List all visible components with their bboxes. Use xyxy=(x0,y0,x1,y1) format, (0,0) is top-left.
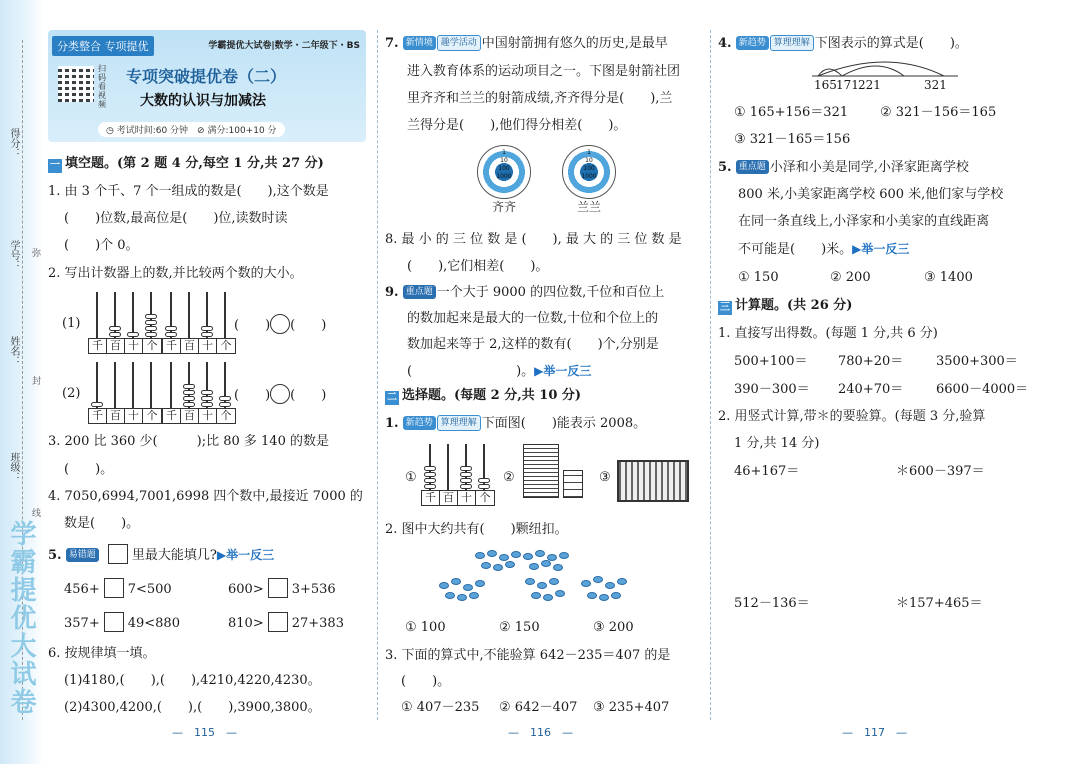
tag-badge: 趣学活动 xyxy=(437,35,481,51)
abacus: 千 百 十 个 xyxy=(88,292,162,354)
class-label: 班级： xyxy=(8,452,19,482)
target-label: 兰兰 xyxy=(577,200,602,214)
exam-meta: ◷ 考试时间:60 分钟 ⊘ 满分:100+10 分 xyxy=(98,122,285,137)
tag-badge: 易错题 xyxy=(66,548,99,562)
numline-label: 221 xyxy=(858,78,881,92)
page-title: 专项突破提优卷（二） xyxy=(126,67,287,86)
seal-char-1: 弥 xyxy=(32,249,42,259)
tag-badge: 重点题 xyxy=(736,160,769,174)
section-icon: 二 xyxy=(387,392,397,403)
q2-2-compare: ( ) ( ) xyxy=(234,384,326,406)
q6-text: 6. 按规律填一填。 xyxy=(48,646,156,661)
q7-line-4: 兰得分是( ),他们得分相差( )。 xyxy=(407,118,627,133)
c3-opt-1[interactable]: ① 407－235 xyxy=(401,700,480,715)
counting-frame xyxy=(617,460,689,502)
c2-opt-3[interactable]: ③ 200 xyxy=(593,620,634,635)
q5-heading: 5. 易错题 里最大能填几?▶举一反三 xyxy=(48,544,274,566)
qr-pattern xyxy=(58,66,94,102)
abacus: 千 百 十 个 xyxy=(421,444,495,506)
tag-badge: 算理理解 xyxy=(770,35,814,51)
q1-line-3: ( )个 0。 xyxy=(64,238,139,253)
section-icon: 一 xyxy=(50,160,60,171)
abacus: 千 百 十 个 xyxy=(88,362,162,424)
q9-line-3: 数加起来等于 2,这样的数有( )个,分别是 xyxy=(407,337,659,352)
q6-1: (1)4180,( ),( ),4210,4220,4230。 xyxy=(64,673,321,688)
seal-char-3: 线 xyxy=(32,509,42,519)
target-label: 齐齐 xyxy=(492,200,517,214)
q2-text: 2. 写出计数器上的数,并比较两个数的大小。 xyxy=(48,266,303,281)
q4-line-1: 4. 7050,6994,7001,6998 四个数中,最接近 7000 的 xyxy=(48,489,363,504)
q4-opt-2[interactable]: ② 321－156＝165 xyxy=(880,105,997,120)
q2-2-label: (2) xyxy=(62,386,81,401)
q4-opt-3[interactable]: ③ 321－165＝156 xyxy=(734,132,851,147)
numline-label: 171 xyxy=(836,78,859,92)
q4-line: 4. 新趋势 算理理解 下图表示的算式是( )。 xyxy=(718,36,968,51)
q5-row-1: 456+ 7<500 xyxy=(64,578,172,600)
header-tab: 分类整合 专项提优 xyxy=(52,36,154,56)
abacus: 千 百 十 个 xyxy=(162,292,236,354)
page-subtitle: 大数的认识与加减法 xyxy=(140,93,266,109)
archery-target xyxy=(477,145,531,199)
page-number: — 115 — xyxy=(172,726,237,739)
tag-badge: 新情境 xyxy=(403,36,436,50)
d1-item: 240+70＝ xyxy=(838,382,904,397)
target-ring-label: 1000 xyxy=(581,173,597,180)
answer-box[interactable] xyxy=(108,544,128,564)
abacus: 千 百 十 个 xyxy=(162,362,236,424)
q5-opt-1[interactable]: ① 150 xyxy=(738,270,779,285)
section-icon: 三 xyxy=(720,302,730,313)
q5-line-3: 在同一条直线上,小泽家和小美家的直线距离 xyxy=(738,214,990,229)
student-no-label: 学号： xyxy=(8,240,19,270)
c1-opt-1[interactable]: ① xyxy=(405,470,417,485)
q8-line-1: 8. 最 小 的 三 位 数 是 ( ), 最 大 的 三 位 数 是 xyxy=(385,232,682,247)
target-ring-label: 100 xyxy=(583,165,595,172)
header-card xyxy=(48,30,366,142)
target-ring-label: 10 xyxy=(585,157,593,164)
name-label: 姓名： xyxy=(8,336,19,366)
c3-opt-2[interactable]: ② 642－407 xyxy=(499,700,578,715)
page-number: — 117 — xyxy=(842,726,907,739)
jump-link[interactable]: ▶举一反三 xyxy=(216,548,275,562)
compare-circle[interactable] xyxy=(270,384,290,404)
c1-line: 1. 新趋势 算理理解 下面图( )能表示 2008。 xyxy=(385,416,647,431)
page-number: — 116 — xyxy=(508,726,573,739)
score-label: 得分： xyxy=(8,128,19,158)
target-ring-label: 1000 xyxy=(496,173,512,180)
binding-strip xyxy=(0,0,44,764)
q5-row-2b: 810> 27+383 xyxy=(228,612,344,634)
c3-line-2: ( )。 xyxy=(401,674,451,689)
unit-cubes xyxy=(563,470,583,498)
column-divider xyxy=(710,30,711,720)
section-2-heading: 二 选择题。(每题 2 分,共 10 分) xyxy=(387,388,582,403)
d2-item: ＊600－397＝ xyxy=(896,464,985,479)
q5-opt-3[interactable]: ③ 1400 xyxy=(924,270,973,285)
q2-1-compare: ( ) ( ) xyxy=(234,314,326,336)
c2-opt-2[interactable]: ② 150 xyxy=(499,620,540,635)
tag-badge: 新趋势 xyxy=(736,36,769,50)
q9-line-1: 9. 重点题 一个大于 9000 的四位数,千位和百位上 xyxy=(385,285,665,300)
q7-line-2: 进入教育体系的运动项目之一。下图是射箭社团 xyxy=(407,64,681,79)
q5-line-2: 800 米,小美家距离学校 600 米,他们家与学校 xyxy=(738,187,1004,202)
section-3-heading: 三 计算题。(共 26 分) xyxy=(720,298,853,313)
target-ring-label: 1 xyxy=(502,149,506,156)
target-ring-label: 100 xyxy=(498,165,510,172)
q4-opt-1[interactable]: ① 165+156＝321 xyxy=(734,105,849,120)
d2-line-1: 2. 用竖式计算,带＊的要验算。(每题 3 分,验算 xyxy=(718,409,986,424)
q6-2: (2)4300,4200,( ),( ),3900,3800。 xyxy=(64,700,321,715)
c2-opt-1[interactable]: ① 100 xyxy=(405,620,446,635)
numline-label: 165 xyxy=(814,78,837,92)
q2-1-label: (1) xyxy=(62,316,81,331)
section-1-heading: 一 填空题。(第 2 题 4 分,每空 1 分,共 27 分) xyxy=(50,156,324,171)
q3-line-1: 3. 200 比 360 少( );比 80 多 140 的数是 xyxy=(48,434,329,449)
q5-row-2: 357+ 49<880 xyxy=(64,612,180,634)
q9-line-4: ( )。▶举一反三 xyxy=(407,364,592,379)
q8-line-2: ( ),它们相差( )。 xyxy=(407,259,549,274)
d1-item: 500+100＝ xyxy=(734,354,808,369)
tag-badge: 新趋势 xyxy=(403,416,436,430)
q4-line-2: 数是( )。 xyxy=(64,516,140,531)
compare-circle[interactable] xyxy=(270,314,290,334)
d1-item: 390－300＝ xyxy=(734,382,810,397)
q3-line-2: ( )。 xyxy=(64,462,114,477)
c2-line: 2. 图中大约共有( )颗纽扣。 xyxy=(385,522,568,537)
target-ring-label: 10 xyxy=(500,157,508,164)
d1-item: 6600－4000＝ xyxy=(936,382,1029,397)
cube-blocks xyxy=(523,444,559,498)
q5-line-4: 不可能是( )米。▶举一反三 xyxy=(738,242,910,257)
q7-line-3: 里齐齐和兰兰的射箭成绩,齐齐得分是( ),兰 xyxy=(407,91,673,106)
q9-line-2: 的数加起来是最大的一位数,十位和个位上的 xyxy=(407,311,659,326)
archery-target xyxy=(562,145,616,199)
jump-link[interactable]: ▶举一反三 xyxy=(852,242,910,256)
button-cluster xyxy=(435,548,635,610)
d2-item: ＊157+465＝ xyxy=(896,596,983,611)
q7-line-1: 7. 新情境 趣学活动 中国射箭拥有悠久的历史,是最早 xyxy=(385,36,668,51)
tag-badge: 算理理解 xyxy=(437,415,481,431)
jump-link[interactable]: ▶举一反三 xyxy=(534,364,592,378)
d2-item: 512－136＝ xyxy=(734,596,810,611)
q5-line-1: 5. 重点题 小泽和小美是同学,小泽家距离学校 xyxy=(718,160,969,175)
c1-opt-3[interactable]: ③ xyxy=(599,470,611,485)
d1-text: 1. 直接写出得数。(每题 1 分,共 6 分) xyxy=(718,326,938,341)
seal-char-2: 封 xyxy=(32,377,42,387)
qr-hint: 扫码看视频 xyxy=(98,64,106,109)
q1-line-2: ( )位数,最高位是( )位,读数时读 xyxy=(64,211,288,226)
q5-opt-2[interactable]: ② 200 xyxy=(830,270,871,285)
d2-line-2: 1 分,共 14 分) xyxy=(734,436,820,451)
book-title-vertical: 学霸提优大试卷 xyxy=(6,520,36,716)
q1-line-1: 1. 由 3 个千、7 个一组成的数是( ),这个数是 xyxy=(48,184,329,199)
column-divider xyxy=(377,30,378,720)
d1-item: 3500+300＝ xyxy=(936,354,1018,369)
target-ring-label: 1 xyxy=(587,149,591,156)
c3-line-1: 3. 下面的算式中,不能验算 642－235＝407 的是 xyxy=(385,648,671,663)
numline-label: 321 xyxy=(924,78,947,92)
q5-row-1b: 600> 3+536 xyxy=(228,578,336,600)
c3-opt-3[interactable]: ③ 235+407 xyxy=(593,700,670,715)
c1-opt-2[interactable]: ② xyxy=(503,470,515,485)
d1-item: 780+20＝ xyxy=(838,354,904,369)
d2-item: 46+167＝ xyxy=(734,464,800,479)
tag-badge: 重点题 xyxy=(403,285,436,299)
header-series: 学霸提优大试卷|数学・二年级下・BS xyxy=(208,41,360,51)
